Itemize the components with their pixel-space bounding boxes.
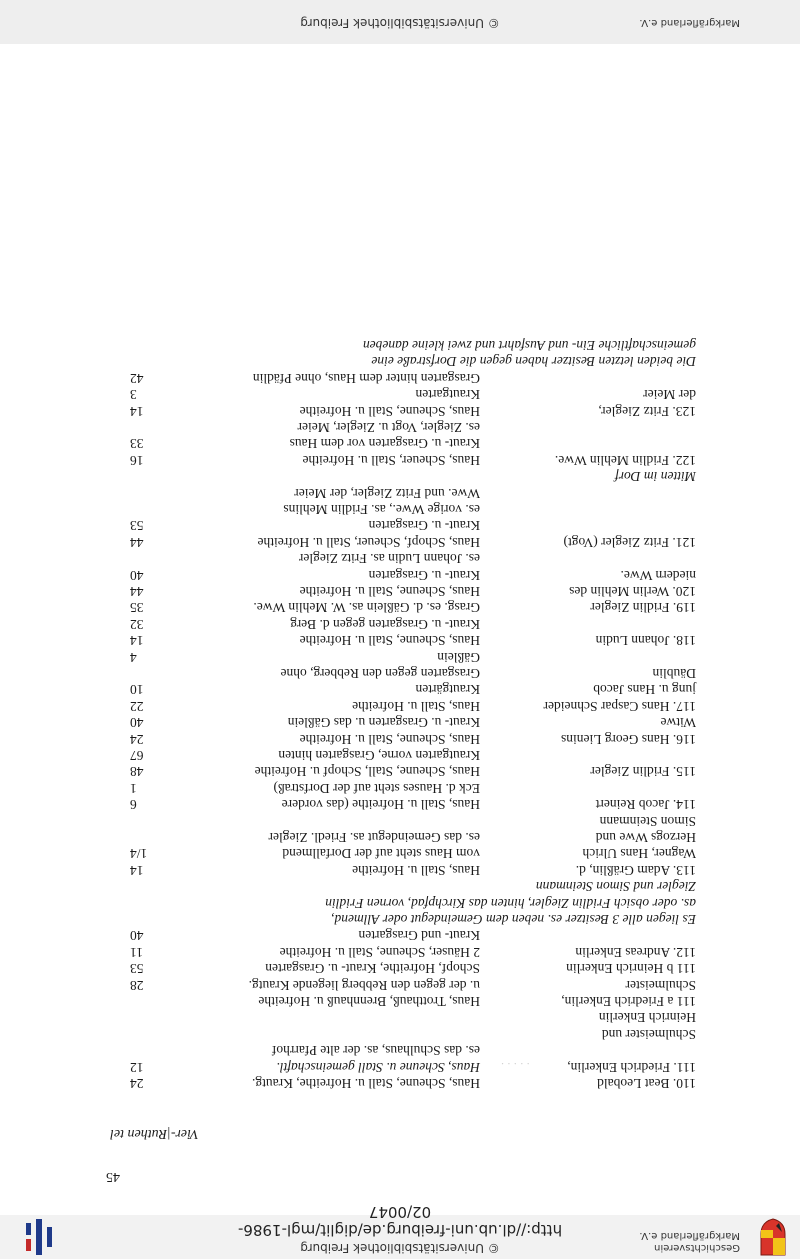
property-description: Haus, Scheune, Stall u. Hofreithe, Krautg. [252, 1076, 480, 1091]
owner-name: 123. Fritz Ziegler, [598, 403, 696, 419]
property-description: Kraut- u. Grasgarten [368, 567, 480, 583]
owner-name: niedern Wwe. [620, 567, 696, 583]
owner-name: 111 a Friedrich Enkerlin, [561, 994, 696, 1009]
property-description: es. das Schulhaus, as. der alte Pfarrhof [271, 1043, 480, 1059]
ruthen-value: 48 [130, 764, 144, 780]
owner-name: 114. Jacob Reinert [595, 797, 696, 813]
ruthen-value: 1 [130, 780, 137, 796]
ruthen-value: 35 [130, 600, 144, 616]
permalink-url[interactable]: http://dl.ub.uni-freiburg.de/diglit/mgl-1986-02/0047 [237, 1203, 563, 1239]
ruthen-value: 40 [130, 928, 144, 944]
owner-name: 116. Hans Georg Lienins [561, 731, 696, 747]
property-description: Haus, Trotthauß, Brennhauß u. Hofreithe [258, 994, 480, 1009]
italic-note: gemeinschaftliche Ein- und Ausfahrt und zwei kleine daneben [362, 338, 696, 353]
ruthen-value: 14 [130, 633, 144, 649]
ruthen-value: 16 [130, 452, 144, 468]
italic-note: Die beiden letzten Besitzer haben gegen die Dorfstraße eine [371, 354, 696, 370]
property-description: Kraut- u. Grasgarten u. das Gäßlein [287, 715, 480, 731]
property-description: Haus, Scheune, Stall u. Hofreithe [299, 731, 480, 747]
italic-note: Ziegler und Simon Steinmann [535, 879, 696, 895]
property-description: 2 Häuser, Scheune, Stall u. Hofreithe [279, 944, 480, 960]
property-description: es. vorige Wwe., as. Fridlin Mehlins [283, 502, 480, 517]
property-description: Kraut- und Grasgarten [358, 928, 480, 944]
footer-library-credit: © Universitätsbibliothek Freiburg [300, 16, 500, 30]
ruthen-value: 11 [130, 944, 143, 960]
property-description: Haus, Scheuer, Stall u. Hofreithe [302, 452, 480, 468]
property-description: Haus, Scheune, Stall u. Hofreithe [299, 584, 480, 599]
ruthen-value: 53 [130, 961, 144, 977]
property-description: Haus, Stall u. Hofreithe [352, 698, 480, 714]
owner-name: Heinrich Enkerlin [598, 1010, 696, 1026]
owner-name: 120. Werlin Mehlin des [569, 584, 696, 599]
property-description: Haus, Scheune, Stall, Schopf u. Hofreithe [254, 764, 480, 780]
ruthen-value: 67 [130, 748, 144, 763]
owner-name: 111 b Heinrich Enkerlin [566, 961, 696, 977]
owner-name: Däublin [652, 666, 696, 681]
owner-name: Herzogs Wwe und [595, 830, 696, 845]
ruthen-value: 4 [130, 649, 137, 665]
library-credit: © Universitätsbibliothek Freiburg [300, 1241, 500, 1255]
ruthen-value: 1/4 [130, 846, 148, 862]
ruthen-value: 24 [130, 731, 144, 747]
ruthen-value: 40 [130, 567, 144, 583]
owner-name: Schulmeister [625, 977, 696, 993]
coat-of-arms-icon [760, 1218, 786, 1256]
property-description: Kraut- u. Grasgarten [368, 518, 480, 534]
italic-note: Es liegen alle 3 Besitzer es. neben dem Gemeindegut oder Allmend, [331, 912, 696, 927]
property-description: Kraut- u. Grasgarten gegen d. Berg [290, 616, 480, 632]
property-description: es. Ziegler, Vogt u. Ziegler, Meier [297, 420, 480, 435]
owner-name: 118. Johann Ludin [595, 633, 696, 649]
property-description: es. Johann Ludin as. Fritz Ziegler [298, 551, 480, 567]
property-description: Krautgarten vorne, Grasgarten hinten [278, 748, 480, 763]
page-number: 45 [106, 1169, 120, 1184]
ruthen-value: 14 [130, 862, 144, 878]
ruthen-value: 10 [130, 682, 144, 698]
ruthen-value: 53 [130, 518, 144, 534]
property-description: Grasgarten hinter dem Haus, ohne Pfädlin [252, 370, 480, 386]
owner-name: 119. Fridlin Ziegler [590, 600, 696, 616]
university-logo-icon [18, 1219, 58, 1255]
property-description: Haus, Stall u. Hofreithe (das vordere [281, 797, 480, 813]
ruthen-value: 28 [130, 977, 144, 993]
viewer-header-bar [0, 1203, 800, 1259]
ruthen-value: 12 [130, 1059, 144, 1075]
bleed-through: · · · · · [500, 1057, 530, 1069]
owner-name: jung u. Hans Jacob [593, 682, 696, 698]
property-description: Schopf, Hofreithe, Kraut- u. Grasgarten [265, 961, 480, 977]
owner-name: Witwe [660, 715, 696, 731]
property-description: Eck d. Hauses steht auf der Dorfstraß) [273, 780, 480, 796]
property-description: Haus, Scheune, Stall u. Hofreithe [299, 403, 480, 419]
property-description: Grasgarten gegen den Rebberg, ohne [280, 666, 480, 681]
owner-name: 122. Fridlin Mehlin Wwe. [554, 452, 696, 468]
owner-name: 117. Hans Caspar Schneider [543, 698, 696, 714]
owner-name: der Meier [643, 387, 696, 403]
owner-name: 111. Friedrich Enkerlin, [567, 1059, 696, 1075]
owner-name: Simon Steinmann [599, 813, 696, 829]
column-header-note: Vier-|Ruthen tel [110, 1126, 199, 1141]
ruthen-value: 6 [130, 797, 137, 813]
ruthen-value: 24 [130, 1076, 144, 1091]
ruthen-value: 3 [130, 387, 137, 403]
owner-name: 110. Beat Leobald [597, 1076, 696, 1091]
owner-name: Wagner, Hans Ulrich [582, 846, 696, 862]
owner-name: 121. Fritz Ziegler (Vogt) [563, 534, 696, 550]
footer-association: Markgräflerland e.V. [639, 17, 740, 28]
property-description: Krautgarten [415, 387, 480, 403]
association-name: Geschichtsverein Markgräflerland e.V. [639, 1230, 740, 1253]
owner-name: 115. Fridlin Ziegler [590, 764, 696, 780]
ruthen-value: 44 [130, 584, 144, 599]
property-description: Grasg. es. d. Gäßlein as. W. Mehlin Wwe. [253, 600, 480, 616]
ruthen-value: 33 [130, 436, 144, 452]
viewer-footer-bar [0, 0, 800, 44]
property-description: u. der gegen den Rebberg liegende Krautg. [248, 977, 480, 993]
ruthen-value: 44 [130, 534, 144, 550]
ruthen-value: 42 [130, 370, 144, 386]
italic-note: as. oder obsich Fridlin Ziegler, hinten das Kirchpfad, vornen Fridlin [325, 895, 696, 911]
italic-note: Mitten im Dorf [615, 469, 696, 485]
ruthen-value: 14 [130, 403, 144, 419]
ruthen-value: 40 [130, 715, 144, 731]
owner-name: 113. Adam Gräßlin, d. [575, 862, 696, 878]
property-description: Gäßlein [437, 649, 480, 665]
property-description: Haus, Scheune, Stall u. Hofreithe [299, 633, 480, 649]
property-description: Haus, Schopf, Scheuer, Stall u. Hofreithe [257, 534, 480, 550]
property-description: Kraut- u. Grasgarten vor dem Haus [289, 436, 480, 452]
ruthen-value: 22 [130, 698, 144, 714]
property-description: Haus, Scheune u. Stall gemeinschaftl. [276, 1059, 480, 1075]
property-description: es. das Gemeindegut as. Friedl. Ziegler [268, 830, 480, 845]
property-description: Krautgärten [415, 682, 480, 698]
property-description: vom Haus steht auf der Dorfallmend [282, 846, 480, 862]
owner-name: Schulmeister und [601, 1026, 696, 1042]
property-description: Haus, Stall u. Hofreithe [352, 862, 480, 878]
property-description: Wwe. und Fritz Ziegler, der Meier [294, 485, 480, 501]
ruthen-value: 32 [130, 616, 144, 632]
owner-name: 112. Andreas Enkerlin [575, 944, 696, 960]
